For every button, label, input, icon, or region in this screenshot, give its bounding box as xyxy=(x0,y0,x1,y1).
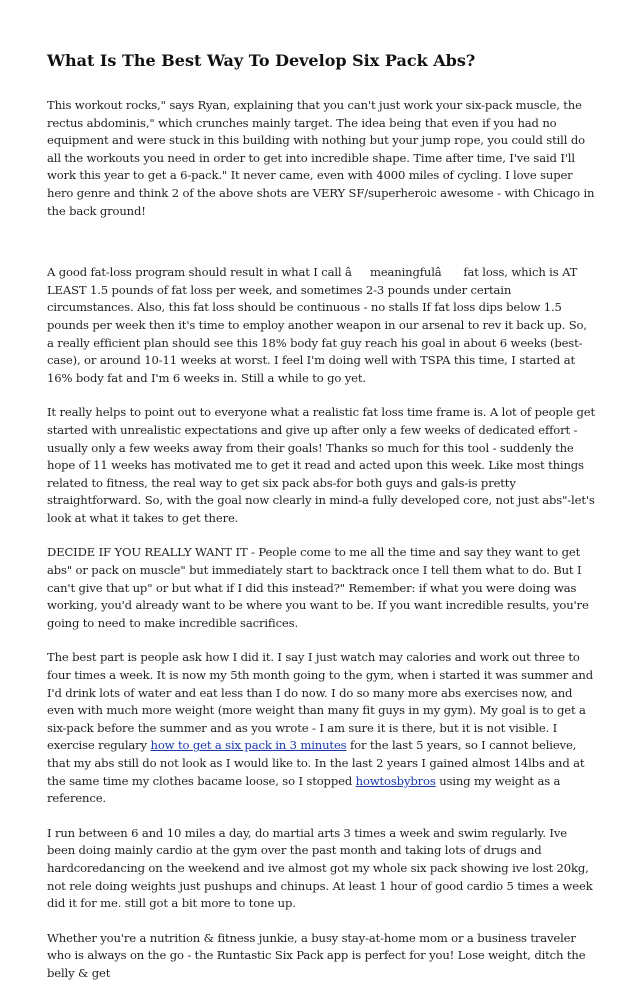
paragraph-5-text-c: using my weight as a reference. xyxy=(47,773,561,806)
paragraph-4: DECIDE IF YOU REALLY WANT IT - People come to me all the time and say they want to get abs" or pack on muscle" but immediately start to backtrack once I tell them what to do. But I can't give that up" or but what if I did this instead?" Remember: if what you were doing was working, you'd already want to be where you want to be. If you want incredible results, you're going to need to make incredible sacrifices. xyxy=(47,545,589,630)
paragraph-6: I run between 6 and 10 miles a day, do martial arts 3 times a week and swim regularly. Ive been doing mainly cardio at the gym over the past month and taking lots of drugs and hardcoredancing on the weekend and ive almost got my whole six pack showing ive lost 20kg, not rele doing weights just pushups and chinups. At least 1 hour of good cardio 5 times a week did it for me. still got a bit more to tone up. xyxy=(47,825,593,911)
article-title: What Is The Best Way To Develop Six Pack Abs? xyxy=(47,51,476,70)
paragraph-5-text-a: The best part is people ask how I did it. I say I just watch may calories and work out three to four times a week. It is now my 5th month going to the gym, when i started it was summer and I'd drink lots of water and eat less than I do now. I do so many more abs exercises now, and even with much more weight (more weight than many fit guys in my gym). My goal is to get a six-pack before the summer and as you wrote - I am sure it is there, but it is not visible. I exercise regulary xyxy=(47,650,593,753)
six-pack-link[interactable]: how to get a six pack in 3 minutes xyxy=(150,738,347,753)
paragraph-5 xyxy=(47,649,595,807)
paragraph-1: This workout rocks," says Ryan, explaining that you can't just work your six-pack muscle, the rectus abdominis," which crunches mainly target. The idea being that even if you had no equipment and were stuck in this building with nothing but your jump rope, you could still do all the workouts you need in order to get into incredible shape. Time after time, I've said I'll work this year to get a 6-pack." It never came, even with 4000 miles of cycling. I love super hero genre and think 2 of the above shots are VERY SF/superheroic awesome - with Chicago in the back ground! xyxy=(47,98,595,218)
paragraph-2: A good fat-loss program should result in what I call âmeaningfulâ fat loss, which is AT LEAST 1.5 pounds of fat loss per week, and sometimes 2-3 pounds under certain circumstances. Also, this fat loss should be continuous - no stalls If fat loss dips below 1.5 pounds per week then it's time to employ another weapon in our arsenal to rev it back up. So, a really efficient plan should see this 18% body fat guy reach his goal in about 6 weeks (best-case), or around 10-11 weeks at worst. I feel I'm doing well with TSPA this time, I started at 16% body fat and I'm 6 weeks in. Still a while to go yet. xyxy=(47,265,587,385)
document-page xyxy=(47,50,595,1000)
paragraph-7: Whether you're a nutrition & fitness junkie, a busy stay-at-home mom or a business traveler who is always on the go - the Runtastic Six Pack app is perfect for you! Lose weight, ditch the belly & get xyxy=(47,930,586,980)
howtosbybros-link[interactable]: howtosbybros xyxy=(355,773,436,788)
paragraph-3: It really helps to point out to everyone what a realistic fat loss time frame is. A lot of people get started with unrealistic expectations and give up after only a few weeks of dedicated effort - usually only a few weeks away from their goals! Thanks so much for this tool - suddenly the hope of 11 weeks has motivated me to get it read and acted upon this week. Like most things related to fitness, the real way to get six pack abs-for both guys and gals-is pretty straightforward. So, with the goal now clearly in mind-a fully developed core, not just abs"-let's look at what it takes to get there. xyxy=(47,405,595,525)
paragraph-5-text-b: for the last 5 years, so I cannot believe, that my abs still do not look as I would like to. In the last 2 years I gained almost 14lbs and at the same time my clothes bacame loose, so I stopped xyxy=(47,738,585,788)
